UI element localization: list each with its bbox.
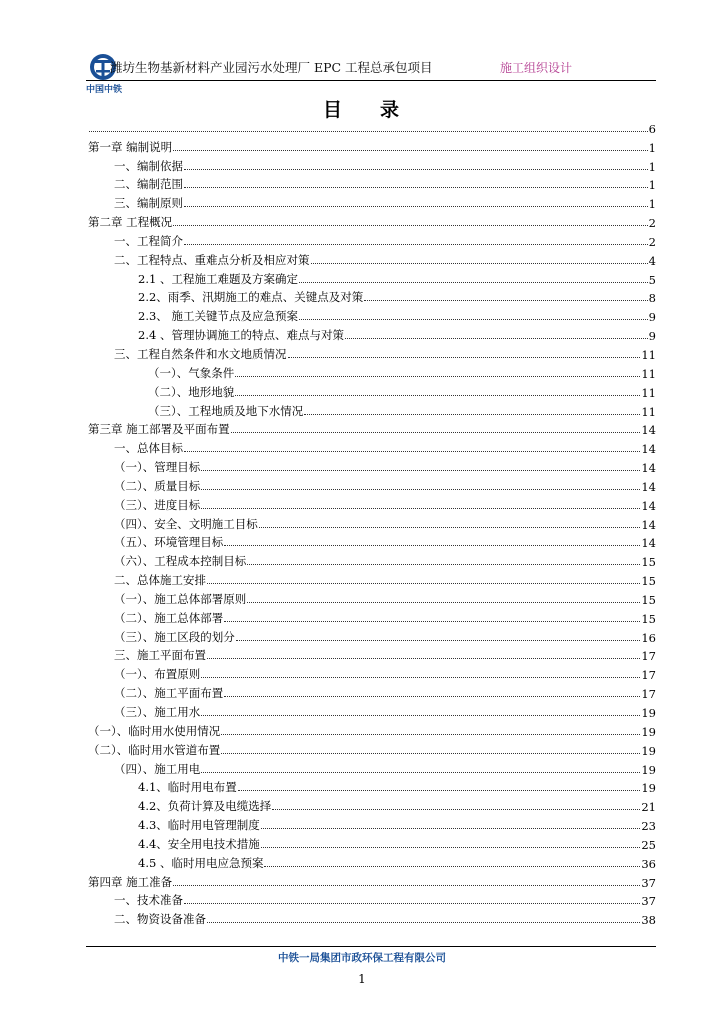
footer-company: 中铁一局集团市政环保工程有限公司 bbox=[278, 952, 446, 964]
toc-entry[interactable] bbox=[88, 720, 656, 739]
toc-page-number: 11 bbox=[641, 404, 656, 419]
toc-page-number: 36 bbox=[641, 856, 656, 871]
toc-dot-leader bbox=[235, 395, 640, 396]
toc-entry-title: 二、总体施工安排 bbox=[114, 573, 206, 588]
toc-entry-title: 三、工程自然条件和水文地质情况 bbox=[114, 346, 287, 361]
toc-page-number: 11 bbox=[641, 366, 656, 381]
toc-dot-leader bbox=[184, 244, 648, 245]
toc-dot-leader bbox=[299, 319, 648, 320]
toc-dot-leader bbox=[311, 263, 648, 264]
toc-entry[interactable] bbox=[88, 814, 656, 833]
toc-entry[interactable] bbox=[88, 381, 656, 400]
toc-entry-title: （三）、施工用水 bbox=[114, 705, 201, 719]
toc-entry-title: 三、施工平面布置 bbox=[114, 648, 206, 663]
toc-page-number: 15 bbox=[641, 555, 656, 570]
toc-dot-leader bbox=[221, 753, 640, 754]
toc-page-number: 38 bbox=[641, 913, 656, 928]
footer-divider bbox=[86, 946, 656, 947]
document-type: 施工组织设计 bbox=[500, 61, 573, 75]
toc-entry[interactable] bbox=[88, 268, 656, 287]
toc-entry[interactable] bbox=[88, 155, 656, 174]
toc-dot-leader bbox=[238, 790, 641, 791]
toc-entry[interactable] bbox=[88, 343, 656, 362]
toc-entry[interactable] bbox=[88, 532, 656, 551]
toc-heading-char-1: 目 bbox=[322, 99, 344, 121]
toc-entry[interactable] bbox=[88, 890, 656, 909]
toc-entry[interactable] bbox=[88, 419, 656, 438]
toc-page-number: 25 bbox=[641, 837, 656, 852]
toc-dot-leader bbox=[201, 677, 640, 678]
toc-page-number: 1 bbox=[648, 159, 656, 174]
toc-entry-title: 2.2、雨季、汛期施工的难点、关键点及对策 bbox=[138, 290, 364, 305]
toc-page-number: 21 bbox=[641, 800, 656, 815]
toc-entry[interactable] bbox=[88, 739, 656, 758]
toc-entry[interactable] bbox=[88, 287, 656, 306]
toc-entry[interactable] bbox=[88, 249, 656, 268]
toc-entry[interactable] bbox=[88, 475, 656, 494]
toc-entry[interactable] bbox=[88, 588, 656, 607]
toc-entry[interactable] bbox=[88, 550, 656, 569]
toc-entry-title: （二）、质量目标 bbox=[114, 478, 201, 493]
toc-entry[interactable] bbox=[88, 758, 656, 777]
toc-page-number: 15 bbox=[641, 574, 656, 589]
toc-page-number: 8 bbox=[648, 291, 656, 306]
toc-page-number: 16 bbox=[641, 630, 656, 645]
toc-page-number: 37 bbox=[641, 894, 656, 909]
toc-dot-leader bbox=[173, 225, 648, 226]
toc-entry[interactable] bbox=[88, 645, 656, 664]
toc-entry-title: （二）、地形地貌 bbox=[148, 384, 235, 399]
toc-entry-title: 2.3、 施工关键节点及应急预案 bbox=[138, 309, 298, 324]
toc-page-number: 19 bbox=[641, 706, 656, 720]
toc-entry-title: （六）、工程成本控制目标 bbox=[114, 554, 247, 569]
toc-entry-title: 2.1 、工程施工难题及方案确定 bbox=[138, 271, 298, 286]
toc-entry-title: 4.2、负荷计算及电缆选择 bbox=[138, 799, 272, 814]
toc-entry[interactable] bbox=[88, 324, 656, 343]
toc-page-number: 2 bbox=[648, 216, 656, 231]
toc-dot-leader bbox=[201, 470, 640, 471]
toc-entry[interactable] bbox=[88, 400, 656, 419]
header-divider bbox=[86, 80, 656, 81]
toc-entry-title: （一）、临时用水使用情况 bbox=[88, 723, 221, 738]
toc-page-number: 1 bbox=[648, 140, 656, 155]
toc-page-number: 23 bbox=[641, 819, 656, 834]
toc-entry-title: 4.3、临时用电管理制度 bbox=[138, 818, 260, 833]
toc-entry[interactable] bbox=[88, 437, 656, 456]
toc-entry[interactable] bbox=[88, 569, 656, 588]
toc-entry[interactable] bbox=[88, 701, 656, 720]
toc-entry[interactable] bbox=[88, 117, 656, 136]
toc-entry-title: （一）、施工总体部署原则 bbox=[114, 591, 247, 606]
toc-entry[interactable] bbox=[88, 211, 656, 230]
toc-entry-title: （二）、施工总体部署 bbox=[114, 610, 224, 625]
toc-page-number: 17 bbox=[641, 649, 656, 664]
toc-entry-title: （三）、进度目标 bbox=[114, 497, 201, 512]
toc-entry[interactable] bbox=[88, 456, 656, 475]
toc-page-number: 14 bbox=[641, 423, 656, 438]
toc-page-number: 1 bbox=[648, 178, 656, 193]
toc-page-number: 17 bbox=[641, 668, 656, 683]
toc-entry-title: （三）、施工区段的划分 bbox=[114, 629, 235, 644]
toc-dot-leader bbox=[364, 300, 647, 301]
toc-page-number: 2 bbox=[648, 234, 656, 249]
toc-entry-title: （一）、气象条件 bbox=[148, 365, 235, 380]
toc-dot-leader bbox=[235, 376, 640, 377]
toc-page-number: 6 bbox=[648, 121, 656, 136]
toc-page-number: 37 bbox=[641, 875, 656, 890]
toc-entry-title: （一）、管理目标 bbox=[114, 460, 201, 475]
toc-page-number: 14 bbox=[641, 536, 656, 551]
toc-dot-leader bbox=[345, 338, 648, 339]
toc-dot-leader bbox=[247, 602, 640, 603]
toc-entry[interactable] bbox=[88, 230, 656, 249]
toc-entry[interactable] bbox=[88, 305, 656, 324]
toc-dot-leader bbox=[261, 847, 641, 848]
toc-page-number: 14 bbox=[641, 498, 656, 513]
toc-dot-leader bbox=[89, 131, 648, 132]
toc-page-number: 19 bbox=[641, 743, 656, 758]
toc-dot-leader bbox=[184, 451, 640, 452]
toc-entry-title: 二、编制范围 bbox=[114, 177, 183, 192]
toc-dot-leader bbox=[224, 545, 640, 546]
toc-entry-title: 2.4 、管理协调施工的特点、难点与对策 bbox=[138, 328, 344, 343]
toc-dot-leader bbox=[264, 866, 640, 867]
table-of-contents bbox=[88, 117, 656, 927]
toc-entry-title: 一、总体目标 bbox=[114, 441, 183, 456]
toc-entry-title: 第四章 施工准备 bbox=[88, 874, 173, 889]
toc-dot-leader bbox=[201, 715, 640, 716]
logo-label: 中国中铁 bbox=[86, 85, 123, 95]
toc-dot-leader bbox=[224, 621, 640, 622]
toc-dot-leader bbox=[221, 734, 640, 735]
toc-dot-leader bbox=[207, 583, 640, 584]
toc-entry[interactable] bbox=[88, 607, 656, 626]
toc-entry-title: （四）、安全、文明施工目标 bbox=[114, 516, 258, 531]
toc-page-number: 11 bbox=[641, 385, 656, 400]
toc-dot-leader bbox=[207, 658, 640, 659]
toc-dot-leader bbox=[201, 508, 640, 509]
toc-entry-title: （五）、环境管理目标 bbox=[114, 535, 224, 550]
toc-entry-title: （四）、施工用电 bbox=[114, 761, 201, 776]
toc-dot-leader bbox=[224, 696, 640, 697]
toc-entry-title: 4.5 、临时用电应急预案 bbox=[138, 855, 264, 870]
toc-page-number: 19 bbox=[641, 781, 656, 796]
toc-entry[interactable] bbox=[88, 852, 656, 871]
toc-page-number: 17 bbox=[641, 687, 656, 702]
toc-entry-title: 一、编制依据 bbox=[114, 158, 183, 173]
toc-entry-title: 一、技术准备 bbox=[114, 893, 183, 908]
toc-page-number: 14 bbox=[641, 442, 656, 457]
toc-entry[interactable] bbox=[88, 136, 656, 155]
toc-heading-char-2: 录 bbox=[380, 99, 402, 121]
toc-page-number: 15 bbox=[641, 592, 656, 607]
page-number: 1 bbox=[358, 972, 366, 986]
toc-dot-leader bbox=[304, 414, 640, 415]
toc-dot-leader bbox=[261, 828, 641, 829]
toc-dot-leader bbox=[259, 527, 641, 528]
toc-entry[interactable] bbox=[88, 871, 656, 890]
toc-entry-title: 4.4、安全用电技术措施 bbox=[138, 836, 260, 851]
toc-page-number: 19 bbox=[641, 724, 656, 739]
toc-entry-title: （三）、工程地质及地下水情况 bbox=[148, 403, 304, 418]
toc-entry[interactable] bbox=[88, 174, 656, 193]
toc-entry[interactable] bbox=[88, 192, 656, 211]
toc-dot-leader bbox=[173, 885, 640, 886]
toc-entry-title: 三、编制原则 bbox=[114, 196, 183, 211]
toc-dot-leader bbox=[173, 150, 648, 151]
toc-dot-leader bbox=[236, 640, 641, 641]
toc-dot-leader bbox=[299, 282, 648, 283]
toc-page-number: 14 bbox=[641, 461, 656, 476]
toc-dot-leader bbox=[184, 903, 640, 904]
toc-dot-leader bbox=[231, 432, 641, 433]
toc-entry-title: 二、物资设备准备 bbox=[114, 912, 206, 927]
toc-entry[interactable] bbox=[88, 494, 656, 513]
toc-page-number: 11 bbox=[641, 347, 656, 362]
toc-entry[interactable] bbox=[88, 663, 656, 682]
toc-page-number: 9 bbox=[648, 329, 656, 344]
toc-entry-title: 第一章 编制说明 bbox=[88, 139, 173, 154]
toc-page-number: 19 bbox=[641, 762, 656, 777]
toc-entry[interactable] bbox=[88, 777, 656, 796]
toc-dot-leader bbox=[201, 772, 640, 773]
toc-page-number: 9 bbox=[648, 310, 656, 325]
toc-entry[interactable] bbox=[88, 626, 656, 645]
toc-entry-title: 第三章 施工部署及平面布置 bbox=[88, 422, 230, 437]
toc-page-number: 5 bbox=[648, 272, 656, 287]
toc-entry-title: （二）、施工平面布置 bbox=[114, 686, 224, 701]
toc-dot-leader bbox=[272, 809, 640, 810]
toc-page-number: 14 bbox=[641, 479, 656, 494]
toc-page-number: 1 bbox=[648, 197, 656, 212]
toc-entry-title: 一、工程简介 bbox=[114, 233, 183, 248]
toc-dot-leader bbox=[288, 357, 641, 358]
toc-page-number: 4 bbox=[648, 253, 656, 268]
toc-entry[interactable] bbox=[88, 908, 656, 927]
toc-entry[interactable] bbox=[88, 362, 656, 381]
toc-entry[interactable] bbox=[88, 682, 656, 701]
toc-entry-title: （二）、临时用水管道布置 bbox=[88, 742, 221, 757]
toc-dot-leader bbox=[207, 922, 640, 923]
toc-entry[interactable] bbox=[88, 513, 656, 532]
toc-entry[interactable] bbox=[88, 795, 656, 814]
toc-page-number: 14 bbox=[641, 517, 656, 532]
project-title: 潍坊生物基新材料产业园污水处理厂 EPC 工程总承包项目 bbox=[110, 60, 433, 75]
toc-dot-leader bbox=[184, 187, 648, 188]
toc-entry-title: 4.1、临时用电布置 bbox=[138, 780, 237, 795]
toc-dot-leader bbox=[184, 169, 648, 170]
toc-entry-title: 二、工程特点、重难点分析及相应对策 bbox=[114, 252, 310, 267]
page-header bbox=[86, 52, 656, 95]
toc-entry-title: 第二章 工程概况 bbox=[88, 215, 173, 230]
toc-dot-leader bbox=[247, 564, 640, 565]
toc-entry[interactable] bbox=[88, 833, 656, 852]
toc-dot-leader bbox=[201, 489, 640, 490]
toc-page-number: 15 bbox=[641, 611, 656, 626]
toc-dot-leader bbox=[184, 206, 648, 207]
toc-entry-title: （一）、布置原则 bbox=[114, 667, 201, 682]
